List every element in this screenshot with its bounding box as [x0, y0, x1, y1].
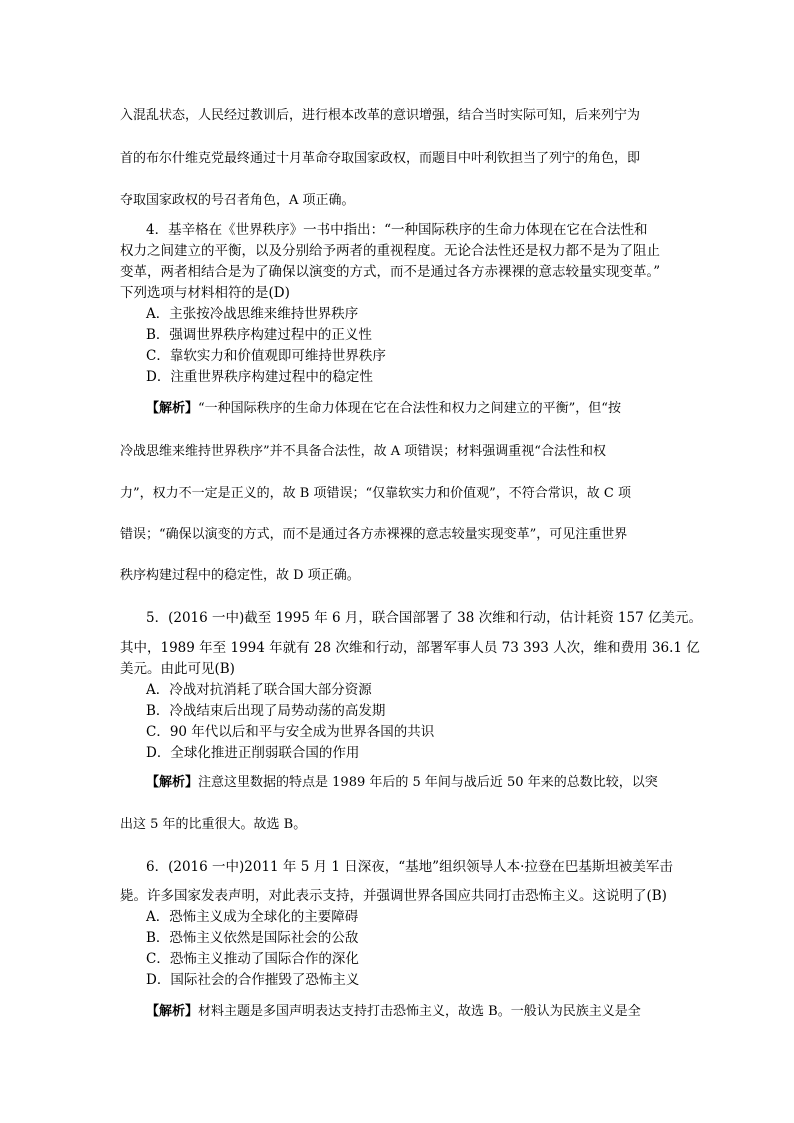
analysis-line: 力”，权力不一定是正义的，故 B 项错误；“仅靠软实力和价值观”，不符合常识，故 C 项: [120, 486, 631, 501]
question-stem: 6．(2016 一中)2011 年 5 月 1 日深夜，“基地”组织领导人本·拉登在巴基斯坦被美军击: [146, 859, 673, 875]
body-line: 首的布尔什维克党最终通过十月革命夺取国家政权，而题目中叶利钦担当了列宁的角色，即: [120, 151, 641, 166]
question-stem: 下列选项与材料相符的是(D): [120, 285, 290, 301]
option-b: B．强调世界秩序构建过程中的正义性: [146, 327, 372, 343]
option-b: B．冷战结束后出现了局势动荡的高发期: [146, 703, 386, 719]
question-stem: 4．基辛格在《世界秩序》一书中指出：“一种国际秩序的生命力体现在它在合法性和: [146, 222, 648, 238]
analysis-text: 注意这里数据的特点是 1989 年后的 5 年间与战后近 50 年来的总数比较，以突: [198, 775, 658, 790]
option-d: D．注重世界秩序构建过程中的稳定性: [146, 369, 373, 385]
question-stem: 5．(2016 一中)截至 1995 年 6 月，联合国部署了 38 次维和行动，估计耗资 157 亿美元。: [146, 610, 702, 626]
option-d: D．国际社会的合作摧毁了恐怖主义: [146, 972, 360, 988]
question-stem: 其中，1989 年至 1994 年就有 28 次维和行动，部署军事人员 73 393 人次，维和费用 36.1 亿: [120, 640, 700, 656]
option-a: A．冷战对抗消耗了联合国大部分资源: [146, 682, 372, 698]
analysis-text: 材料主题是多国声明表达支持打击恐怖主义，故选 B。一般认为民族主义是全: [198, 1004, 641, 1019]
question-stem: 美元。由此可见(B): [120, 661, 235, 677]
analysis-line: 错误；“确保以演变的方式，而不是通过各方赤裸裸的意志较量实现变革”，可见注重世界: [120, 527, 628, 542]
option-c: C．靠软实力和价值观即可维持世界秩序: [146, 348, 386, 364]
analysis-text: “一种国际秩序的生命力体现在它在合法性和权力之间建立的平衡”，但“按: [198, 401, 621, 416]
analysis-line: 出这 5 年的比重很大。故选 B。: [120, 817, 307, 832]
analysis-line: [146, 401, 706, 417]
body-line: 入混乱状态，人民经过教训后，进行根本改革的意识增强，结合当时实际可知，后来列宁为: [120, 108, 641, 123]
analysis-tag: 【解析】: [146, 401, 199, 416]
analysis-line: [146, 1004, 706, 1020]
option-a: A．恐怖主义成为全球化的主要障碍: [146, 909, 359, 925]
option-c: C．恐怖主义推动了国际合作的深化: [146, 951, 359, 967]
analysis-tag: 【解析】: [146, 1004, 199, 1019]
option-c: C．90 年代以后和平与安全成为世界各国的共识: [146, 724, 435, 740]
question-stem: 变革，两者相结合是为了确保以演变的方式，而不是通过各方赤裸裸的意志较量实现变革。”: [120, 264, 661, 280]
option-b: B．恐怖主义依然是国际社会的公敌: [146, 930, 359, 946]
analysis-line: 秩序构建过程中的稳定性，故 D 项正确。: [120, 568, 360, 583]
analysis-tag: 【解析】: [146, 775, 199, 790]
question-stem: 权力之间建立的平衡，以及分别给予两者的重视程度。无论合法性还是权力都不是为了阻止: [120, 243, 660, 259]
analysis-line: [146, 775, 706, 791]
analysis-line: 冷战思维来维持世界秩序”并不具备合法性，故 A 项错误；材料强调重视“合法性和权: [120, 444, 606, 459]
question-stem: 毙。许多国家发表声明，对此表示支持，并强调世界各国应共同打击恐怖主义。这说明了(B): [120, 888, 667, 904]
option-d: D．全球化推进正削弱联合国的作用: [146, 745, 360, 761]
option-a: A．主张按冷战思维来维持世界秩序: [146, 306, 359, 322]
body-line: 夺取国家政权的号召者角色，A 项正确。: [120, 193, 355, 208]
